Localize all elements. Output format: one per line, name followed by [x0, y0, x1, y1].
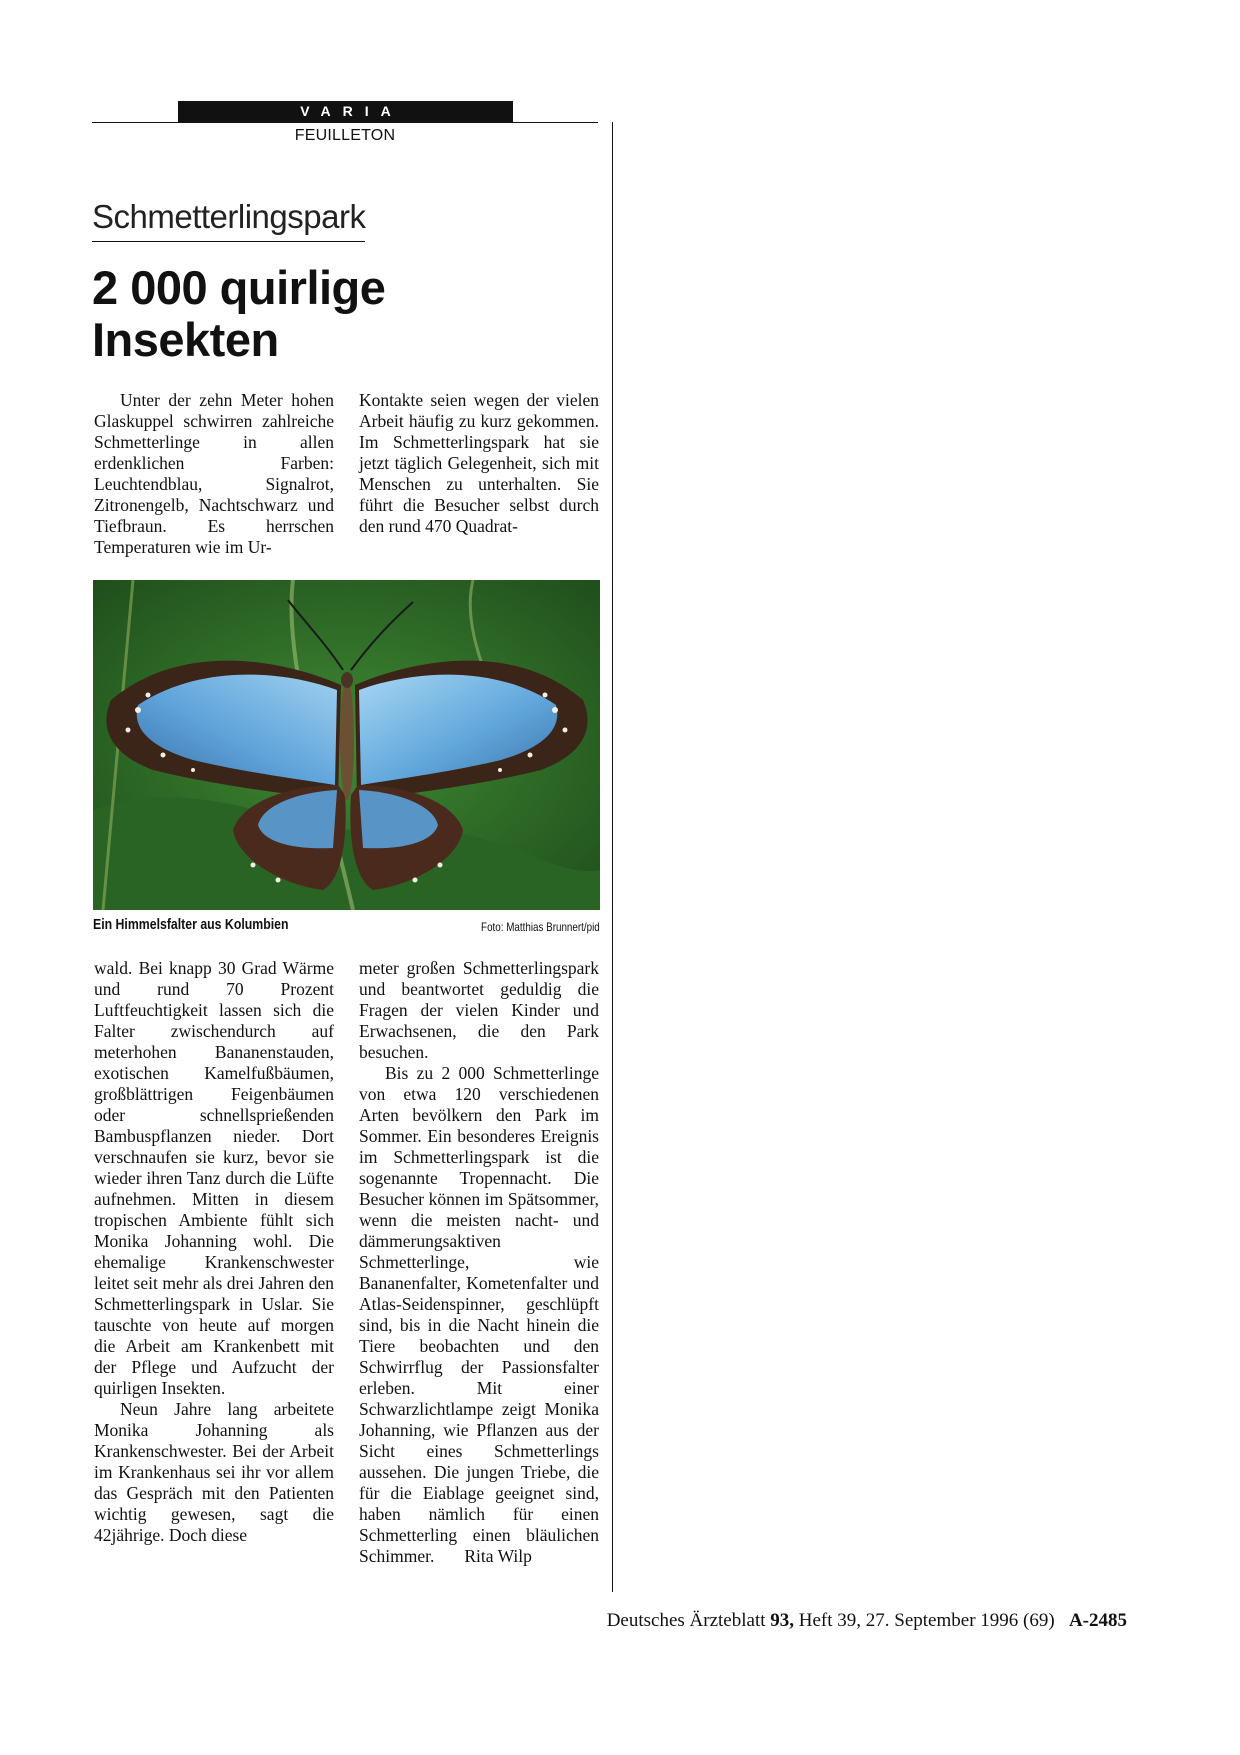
author-name: Rita Wilp	[464, 1546, 532, 1566]
intro-paragraph-right: Kontakte seien wegen der vielen Arbeit häufig zu kurz gekommen. Im Schmetterlingspark hat sie jetzt täglich Gelegenheit, sich mit Menschen zu unterhalten. Sie führt die Besucher selbst durch den rund 470 Quadrat-	[359, 390, 599, 536]
butterfly-photo	[93, 580, 600, 910]
subsection-label: FEUILLETON	[294, 127, 396, 144]
journal-name: Deutsches Ärzteblatt	[606, 1610, 766, 1631]
page-footer	[607, 1610, 1127, 1632]
article-kicker: Schmetterlingspark	[92, 197, 365, 242]
photo-caption: Ein Himmelsfalter aus Kolumbien	[93, 916, 289, 933]
issue-date: Heft 39, 27. September 1996 (69)	[798, 1610, 1055, 1631]
body-paragraph: Neun Jahre lang arbeitete Monika Johanning als Krankenschwester. Bei der Arbeit im Krankenhaus sei ihr vor allem das Gespräch mit den Patienten wichtig gewesen, sagt die 42jährige. Doch diese	[94, 1399, 334, 1545]
body-paragraph	[359, 1063, 599, 1567]
body-paragraph: wald. Bei knapp 30 Grad Wärme und rund 70 Prozent Luftfeuchtigkeit lassen sich die Falter zwischendurch auf meterhohen Bananenstauden, exotischen Kamelfußbäumen, großblättrigen Feigenbäumen oder schnellsprießenden Bambuspflanzen nieder. Dort verschnaufen sie kurz, bevor sie wieder ihren Tanz durch die Lüfte aufnehmen. Mitten in diesem tropischen Ambiente fühlt sich Monika Johanning wohl. Die ehemalige Krankenschwester leitet seit mehr als drei Jahren den Schmetterlingspark in Uslar. Sie tauschte von heute auf morgen die Arbeit am Krankenbett mit der Pflege und Aufzucht der quirligen Insekten.	[94, 958, 334, 1398]
intro-column-left	[94, 390, 334, 558]
journal-volume: 93,	[770, 1610, 795, 1631]
header-rule	[92, 122, 598, 123]
headline-line-1: 2 000 quirlige	[92, 261, 386, 314]
intro-column-right	[359, 390, 599, 537]
column-divider	[612, 122, 613, 1592]
butterfly-illustration	[93, 580, 600, 910]
body-paragraph-text: Bis zu 2 000 Schmetterlinge von etwa 120 verschiedenen Arten bevölkern den Park im Sommer. Ein besonderes Ereignis im Schmetterlingspark ist die sogenannte Tropennacht. Die Besucher können im Spätsommer, wenn die meisten nacht- und dämmerungsaktiven Schmetterlinge, wie Bananenfalter, Kometenfalter und Atlas-Seidenspinner, geschlüpft sind, bis in die Nacht hinein die Tiere beobachten und den Schwirrflug der Passionsfalter erleben. Mit einer Schwarzlichtlampe zeigt Monika Johanning, wie Pflanzen aus der Sicht eines Schmetterlings aussehen. Die jungen Triebe, die für die Eiablage geeignet sind, haben nämlich für einen Schmetterling einen bläulichen Schimmer.	[359, 1063, 599, 1566]
page-number: A-2485	[1068, 1610, 1127, 1631]
headline-line-2: Insekten	[92, 313, 279, 366]
body-paragraph: meter großen Schmetterlingspark und beantwortet geduldig die Fragen der vielen Kinder und Erwachsenen, die den Park besuchen.	[359, 958, 599, 1062]
section-label: VARIA	[178, 101, 513, 122]
intro-paragraph-left: Unter der zehn Meter hohen Glaskuppel schwirren zahlreiche Schmetterlinge in allen erdenklichen Farben: Leuchtendblau, Signalrot, Zitronengelb, Nachtschwarz und Tiefbraun. Es herrschen Temperaturen wie im Ur-	[94, 390, 334, 557]
photo-credit: Foto: Matthias Brunnert/pid	[481, 920, 600, 934]
body-column-right	[359, 958, 599, 1567]
article-headline	[92, 262, 612, 366]
body-column-left	[94, 958, 334, 1546]
